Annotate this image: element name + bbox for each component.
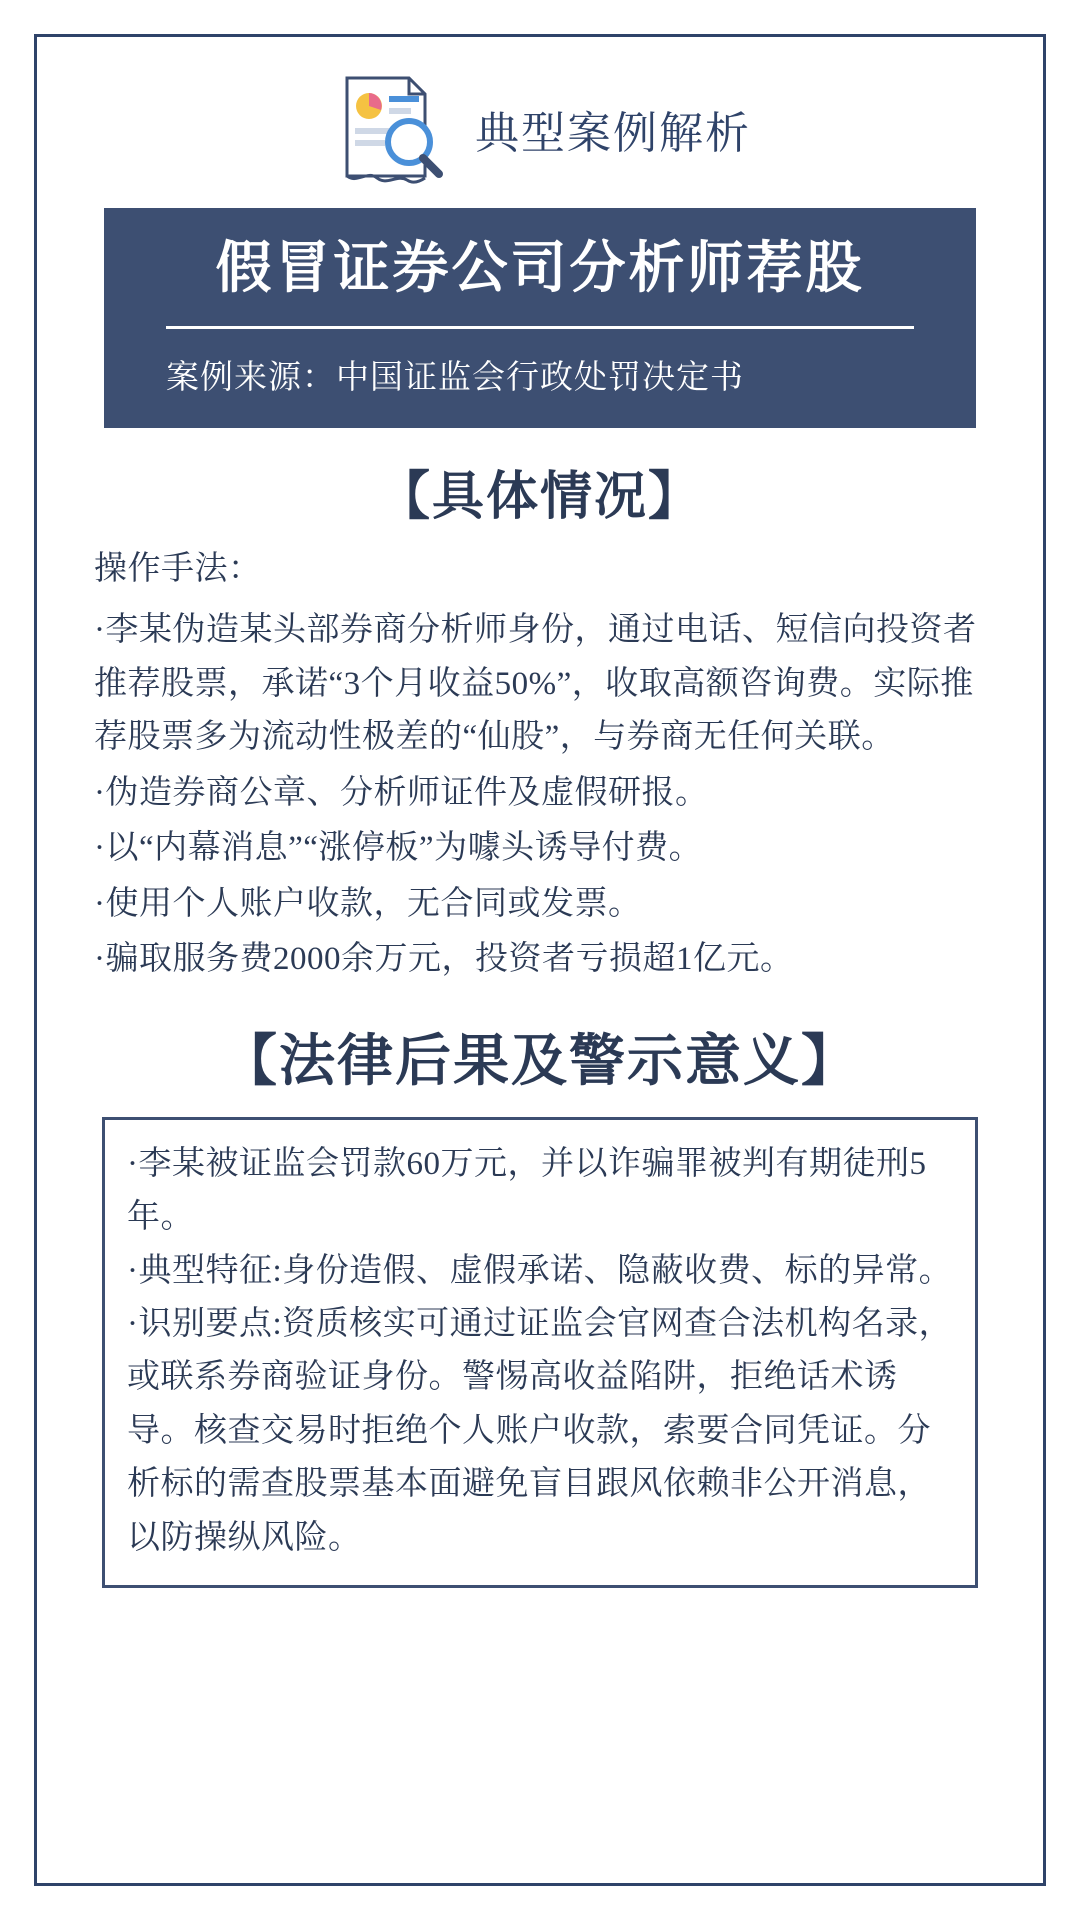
banner-source: 案例来源：中国证监会行政处罚决定书 — [166, 358, 744, 395]
list-item: ·以“内幕消息”“涨停板”为噱头诱导付费。 — [94, 830, 703, 867]
section-body-situation — [94, 543, 986, 987]
list-item: ·李某被证监会罚款60万元，并以诈骗罪被判有期徒刑5年。 — [127, 1145, 927, 1236]
list-item: ·骗取服务费2000余万元，投资者亏损超1亿元。 — [94, 941, 794, 978]
list-item: ·使用个人账户收款，无合同或发票。 — [94, 885, 642, 922]
header-title: 典型案例解析 — [475, 109, 751, 158]
section-heading-consequences: 【法律后果及警示意义】 — [221, 1030, 859, 1093]
list-item: ·伪造券商公章、分析师证件及虚假研报。 — [94, 774, 709, 811]
list-item: ·识别要点:资质核实可通过证监会官网查合法机构名录，或联系券商验证身份。警惕高收益陷阱，拒绝话术诱导。核查交易时拒绝个人账户收款，索要合同凭证。分析标的需查股票基本面避免盲目跟风依赖非公开消息，以防操纵风险。 — [127, 1305, 953, 1556]
list-item: ·典型特征:身份造假、虚假承诺、隐蔽收费、标的异常。 — [127, 1252, 953, 1289]
title-banner — [104, 208, 976, 428]
list-item: ·李某伪造某头部券商分析师身份，通过电话、短信向投资者推荐股票，承诺“3个月收益50%”，收取高额咨询费。实际推荐股票多为流动性极差的“仙股”，与券商无任何关联。 — [94, 612, 977, 756]
situation-lead: 操作手法： — [94, 551, 262, 587]
document-magnifier-icon — [329, 70, 449, 188]
consequences-box — [102, 1117, 978, 1589]
banner-divider — [166, 326, 914, 329]
section-heading-situation: 【具体情况】 — [377, 469, 702, 526]
banner-title: 假冒证券公司分析师荐股 — [215, 238, 865, 300]
poster-header — [94, 70, 986, 188]
poster-content — [34, 34, 1046, 1886]
